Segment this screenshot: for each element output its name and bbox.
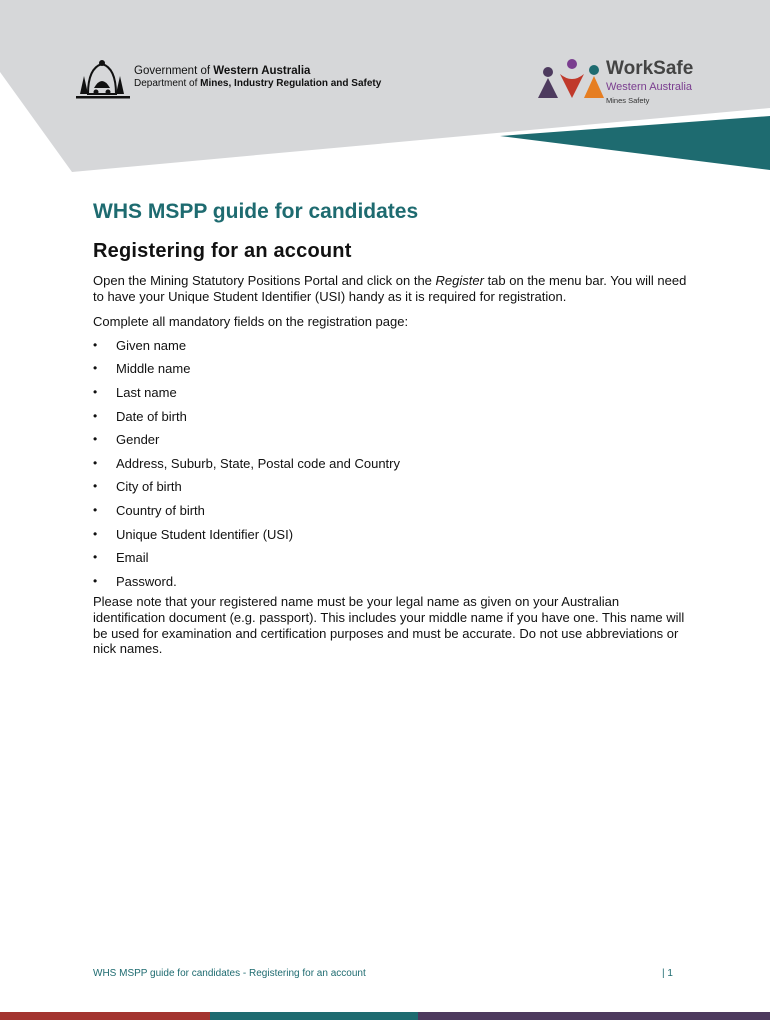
footer-bar-purple	[418, 1012, 770, 1020]
document-title: WHS MSPP guide for candidates	[93, 200, 419, 223]
list-item: • Given name	[93, 337, 187, 353]
worksafe-subtitle-mines: Mines Safety	[606, 96, 650, 105]
bullet-icon: •	[93, 502, 98, 517]
bullet-icon: •	[93, 526, 98, 541]
worksafe-figures-icon	[536, 58, 608, 100]
footer-text: WHS MSPP guide for candidates - Registering for an account	[93, 968, 366, 979]
worksafe-subtitle: Western Australia	[606, 81, 693, 93]
bullet-icon: •	[93, 573, 98, 588]
worksafe-title: WorkSafe	[606, 58, 694, 79]
footer-bar-red	[0, 1012, 210, 1020]
list-item: • Unique Student Identifier (USI)	[93, 526, 294, 542]
footer-bar-teal	[210, 1012, 418, 1020]
section-heading: Registering for an account	[93, 240, 352, 262]
mandatory-fields-list	[93, 338, 693, 590]
list-item: • City of birth	[93, 479, 182, 495]
list-item: • Country of birth	[93, 502, 205, 518]
fields-intro: Complete all mandatory fields on the registration page:	[93, 314, 409, 330]
wa-crest-icon	[74, 58, 130, 100]
footer-color-bar	[0, 1012, 770, 1020]
list-item: • Email	[93, 550, 149, 566]
bullet-icon: •	[93, 455, 98, 470]
note-paragraph: Please note that your registered name must be your legal name as given on your Australian identification document (e.g. passport). This includes your middle name if you have one. This name will be used for examination and certification purposes and must be accurate. Do not use abbreviations or nick names.	[93, 594, 685, 657]
list-item: • Last name	[93, 384, 177, 400]
bullet-icon: •	[93, 479, 98, 494]
bullet-icon: •	[93, 337, 98, 352]
bullet-icon: •	[93, 432, 98, 447]
department-name-line: Department of Mines, Industry Regulation and Safety	[134, 78, 382, 89]
document-content	[93, 200, 693, 657]
bullet-icon: •	[93, 361, 98, 376]
worksafe-logo-block	[536, 56, 716, 110]
list-item: • Password.	[93, 573, 177, 589]
bullet-icon: •	[93, 408, 98, 423]
list-item: • Date of birth	[93, 408, 187, 424]
list-item: • Address, Suburb, State, Postal code and Country	[93, 455, 401, 471]
footer-page-number: | 1	[662, 968, 673, 979]
intro-paragraph: Open the Mining Statutory Positions Portal and click on the Register tab on the menu bar. You will need to have your Unique Student Identifier (USI) handy as it is required for registration.	[93, 273, 687, 304]
list-item: • Middle name	[93, 361, 191, 377]
gov-name-line: Government of Western Australia	[134, 65, 311, 77]
bullet-icon: •	[93, 550, 98, 565]
bullet-icon: •	[93, 384, 98, 399]
list-item: • Gender	[93, 432, 160, 448]
